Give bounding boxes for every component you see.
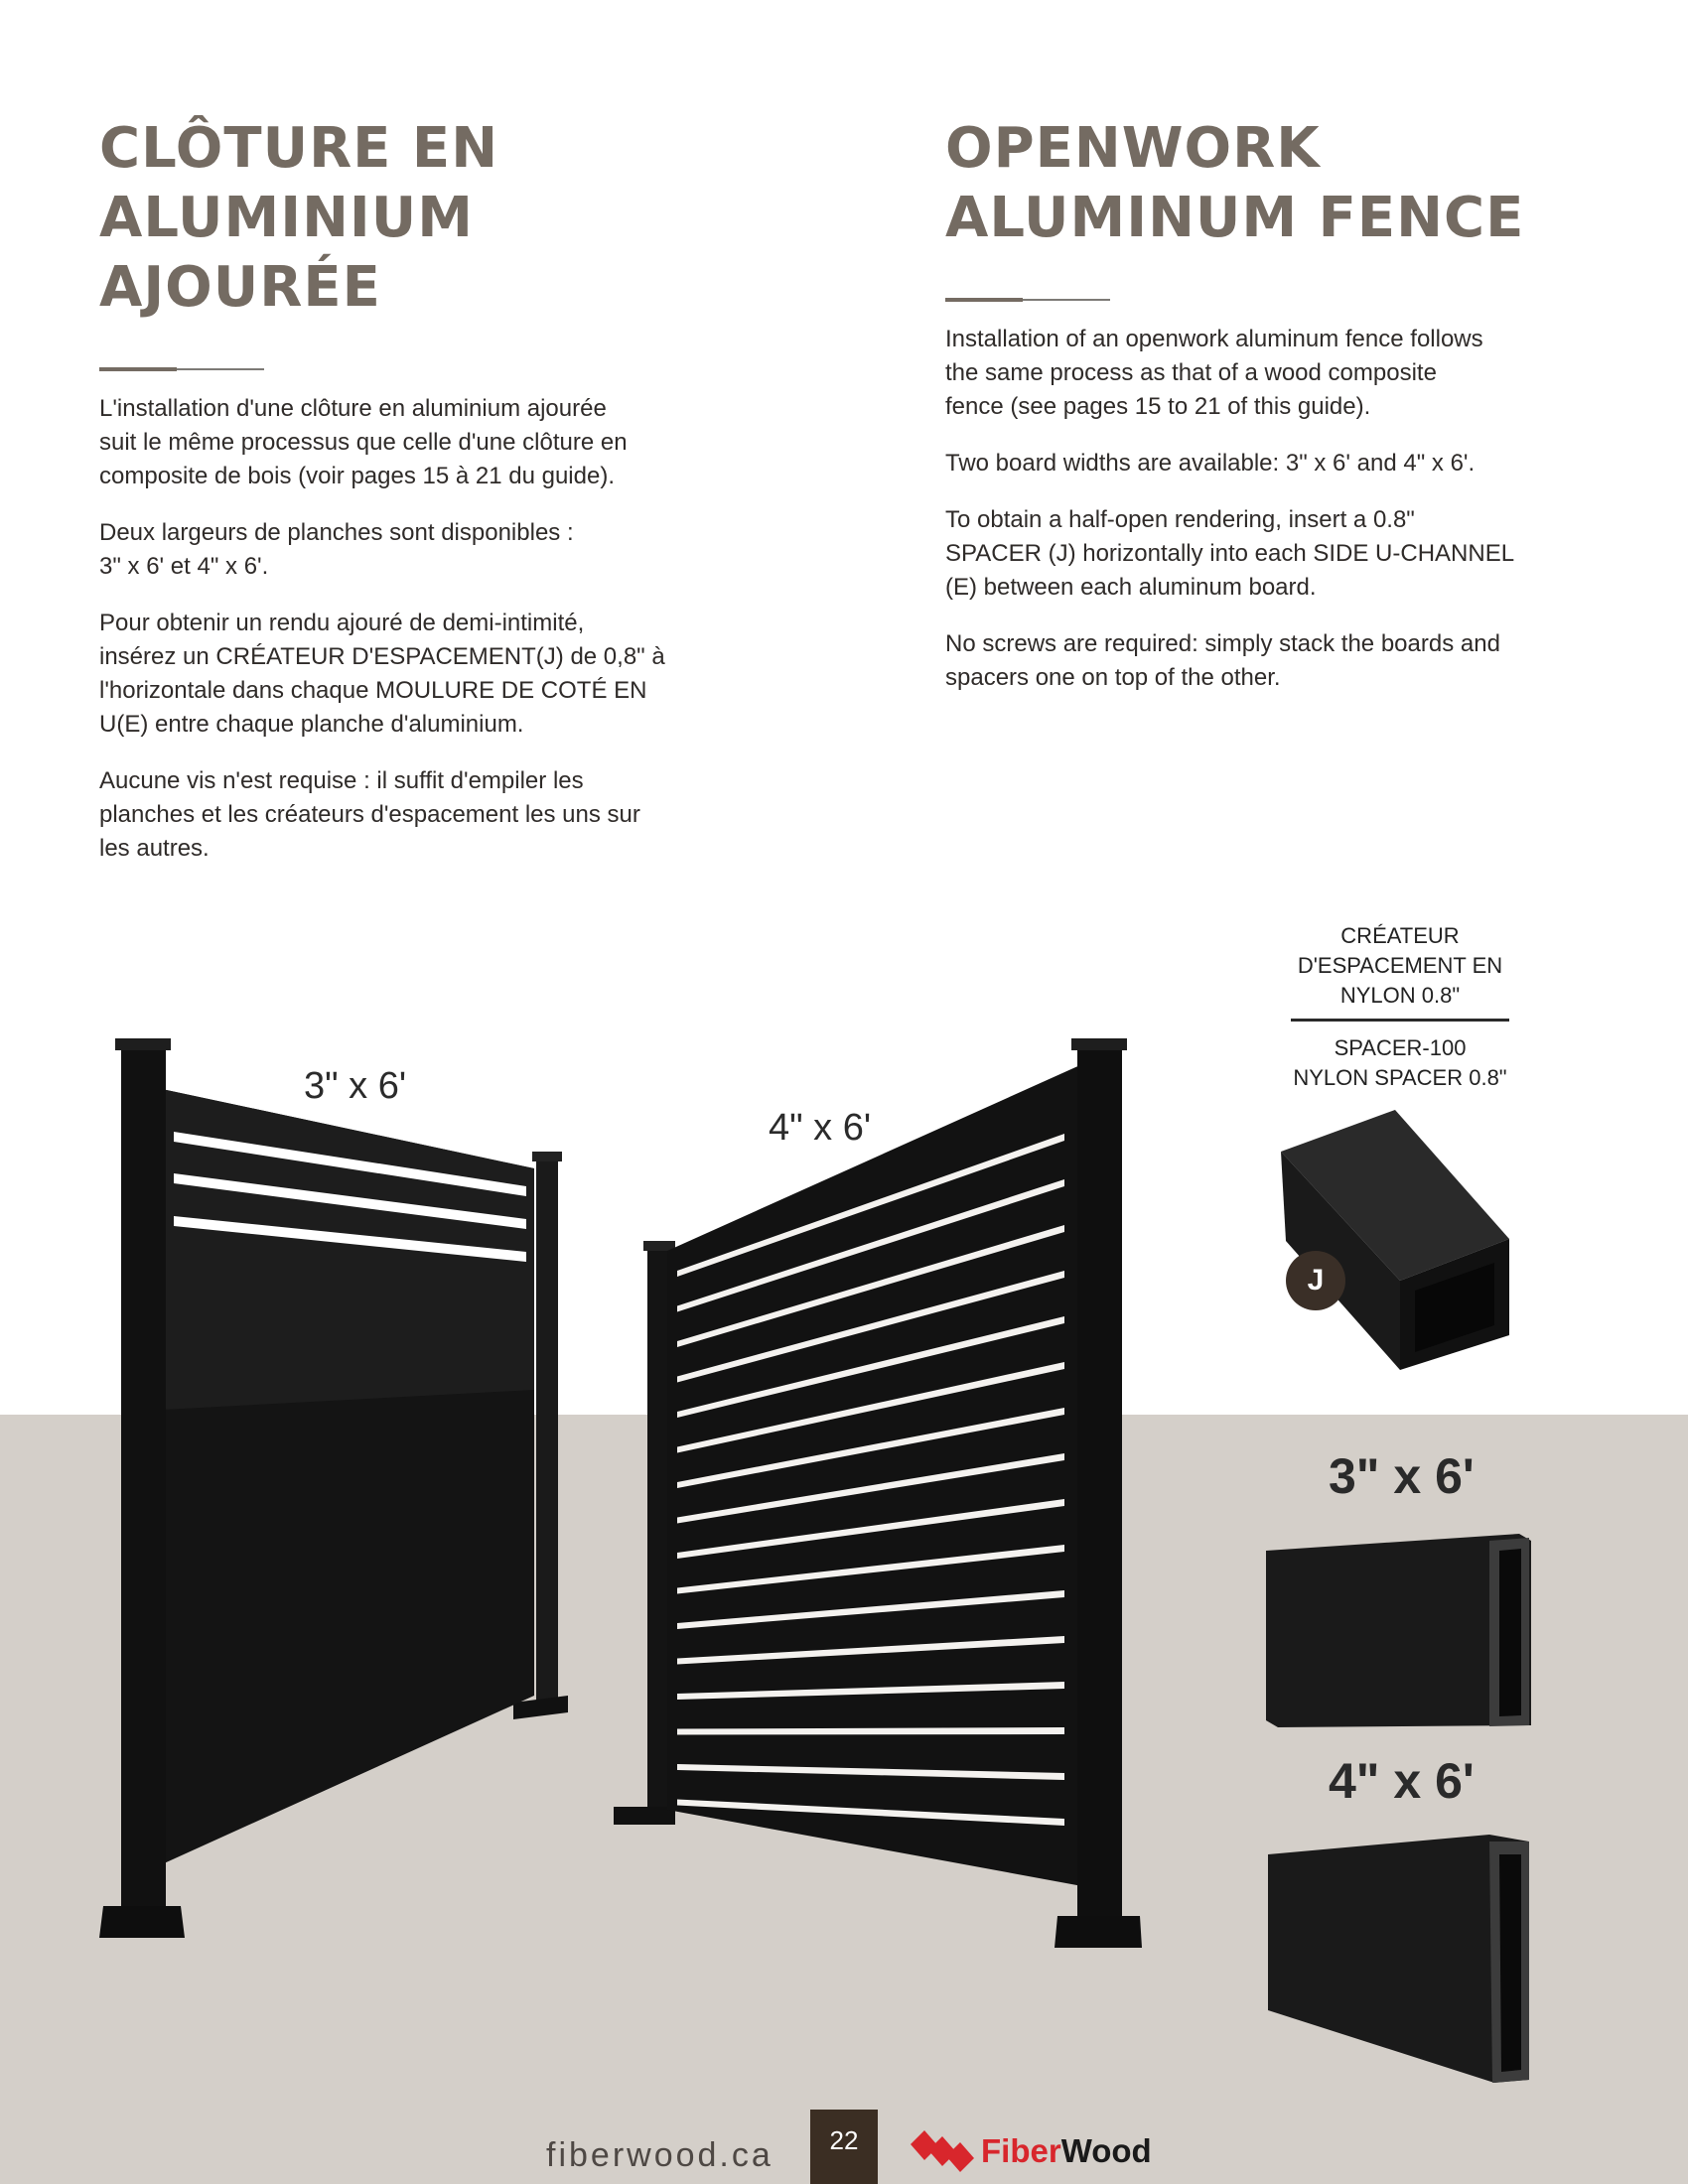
fence-3x6-label: 3" x 6': [304, 1065, 407, 1107]
fence-4x6-label: 4" x 6': [769, 1107, 872, 1149]
post-cap: [115, 1038, 171, 1050]
fence-post: [121, 1042, 166, 1921]
text-line: NYLON 0.8": [1339, 983, 1461, 1008]
board-4x6-image: [1268, 1835, 1529, 2083]
post-cap: [1071, 1038, 1127, 1050]
spacer-label-box: [1281, 921, 1519, 1093]
website-link[interactable]: fiberwood.ca: [546, 2136, 774, 2174]
spacer-french-label: [1281, 921, 1519, 1011]
fence-3x6-image: [99, 1038, 568, 1938]
text-line: Deux largeurs de planches sont disponibles :: [99, 519, 574, 546]
text-line: composite de bois (voir pages 15 à 21 du guide).: [99, 463, 615, 489]
post-cap: [532, 1152, 562, 1161]
text-line: planches et les créateurs d'espacement les uns sur: [99, 801, 640, 828]
post-base: [614, 1807, 675, 1825]
text-line: No screws are required: simply stack the boards and: [945, 630, 1500, 657]
text-line: suit le même processus que celle d'une clôture en: [99, 429, 628, 456]
board-end-hollow: [1499, 1549, 1521, 1716]
text-line: insérez un CRÉATEUR D'ESPACEMENT(J) de 0,8" à: [99, 643, 665, 670]
text-line: spacers one on top of the other.: [945, 664, 1281, 691]
text-line: SPACER (J) horizontally into each SIDE U-CHANNEL: [945, 540, 1515, 567]
logo-fiber: Fiber: [981, 2132, 1061, 2169]
logo-wood: Wood: [1060, 2132, 1152, 2169]
text-line: CRÉATEUR: [1340, 923, 1460, 948]
text-line: Aucune vis n'est requise : il suffit d'empiler les: [99, 767, 584, 794]
post-base: [1055, 1916, 1142, 1948]
text-line: Two board widths are available: 3" x 6' and 4" x 6'.: [945, 450, 1476, 477]
post-base: [99, 1906, 185, 1938]
text-line: the same process as that of a wood composite: [945, 359, 1437, 386]
text-line: L'installation d'une clôture en aluminium ajourée: [99, 395, 607, 422]
fence-post: [1077, 1044, 1122, 1928]
spacer-english-label: [1281, 1033, 1519, 1093]
english-title-line: ALUMINUM FENCE: [945, 186, 1525, 250]
fiberwood-logo-icon: [909, 2124, 978, 2180]
spacer-j-image: [1281, 1110, 1509, 1370]
text-line: NYLON SPACER 0.8": [1293, 1065, 1507, 1090]
english-title-line: OPENWORK: [945, 116, 1321, 181]
text-line: Installation of an openwork aluminum fence follows: [945, 326, 1483, 352]
spacer-j-badge: J: [1286, 1251, 1345, 1310]
board-3x6-label: 3" x 6': [1329, 1448, 1475, 1504]
fiberwood-logo-text: [981, 2132, 1152, 2170]
text-line: (E) between each aluminum board.: [945, 574, 1317, 601]
text-line: 3" x 6' et 4" x 6'.: [99, 553, 269, 580]
french-title-line: ALUMINIUM AJOURÉE: [99, 186, 474, 320]
french-title-line: CLÔTURE EN: [99, 116, 499, 181]
text-line: fence (see pages 15 to 21 of this guide).: [945, 393, 1371, 420]
board-4x6-label: 4" x 6': [1329, 1753, 1475, 1809]
text-line: U(E) entre chaque planche d'aluminium.: [99, 711, 524, 738]
spacer-label-divider: [1291, 1019, 1509, 1022]
page-number: 22: [810, 2110, 878, 2184]
board-end-hollow: [1499, 1854, 1521, 2072]
board-3x6-image: [1266, 1534, 1531, 1727]
text-line: D'ESPACEMENT EN: [1297, 953, 1503, 978]
text-line: l'horizontale dans chaque MOULURE DE COTÉ EN: [99, 677, 647, 704]
post-cap: [643, 1241, 675, 1251]
text-line: SPACER-100: [1334, 1035, 1467, 1060]
text-line: To obtain a half-open rendering, insert a 0.8": [945, 506, 1415, 533]
fence-post: [536, 1157, 558, 1707]
text-line: Pour obtenir un rendu ajouré de demi-intimité,: [99, 610, 585, 636]
text-line: les autres.: [99, 835, 210, 862]
